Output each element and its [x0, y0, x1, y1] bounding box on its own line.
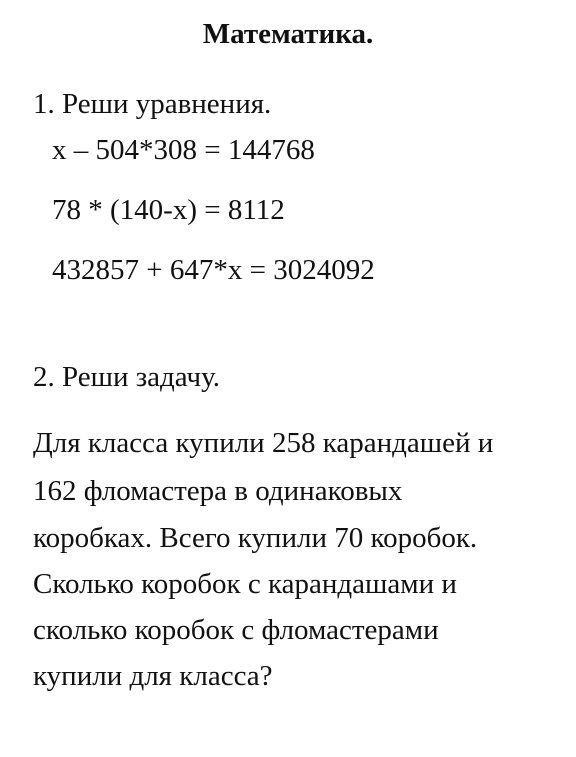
equation-3: 432857 + 647*х = 3024092	[52, 254, 375, 286]
problem-line-2: 162 фломастера в одинаковых	[33, 475, 403, 507]
equation-1: х – 504*308 = 144768	[52, 134, 315, 166]
problem-line-5: сколько коробок с фломастерами	[33, 614, 439, 646]
task2-heading: 2. Реши задачу.	[33, 361, 220, 393]
problem-line-1: Для класса купили 258 карандашей и	[33, 427, 494, 459]
problem-line-3: коробках. Всего купили 70 коробок.	[33, 522, 478, 554]
document-title: Математика.	[202, 18, 374, 50]
equation-2: 78 * (140-х) = 8112	[52, 194, 285, 226]
problem-line-6: купили для класса?	[33, 660, 273, 692]
problem-line-4: Сколько коробок с карандашами и	[33, 568, 457, 600]
task1-heading: 1. Реши уравнения.	[33, 88, 272, 120]
